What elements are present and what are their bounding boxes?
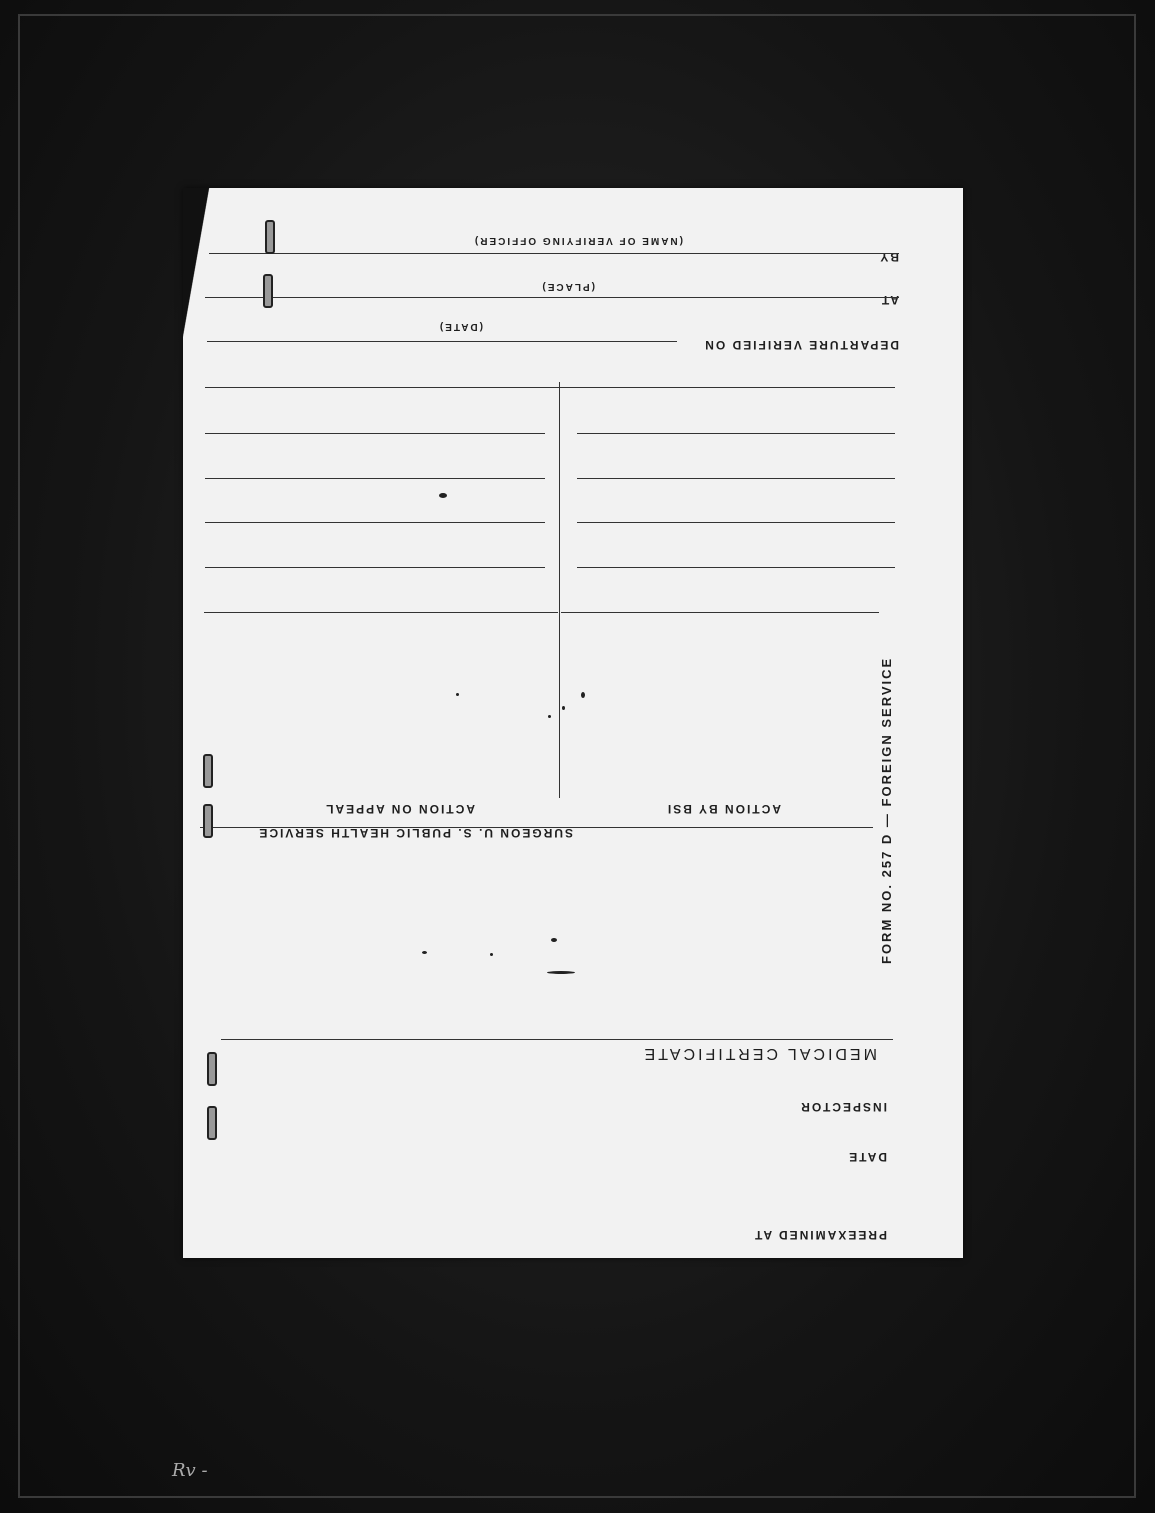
action-by-bsi-label: ACTION BY BSI [665,802,781,816]
appeal-line-4 [205,478,545,479]
speck [490,953,493,956]
speck [562,706,565,710]
speck [439,493,447,498]
bsi-line-1 [561,612,879,613]
staple [203,804,213,838]
appeal-line-5 [205,433,545,434]
bsi-line-4 [577,478,895,479]
by-label: BY [878,250,899,264]
appeal-line-3 [205,522,545,523]
staple [207,1052,217,1086]
at-label: AT [879,293,899,307]
speck [548,715,551,718]
staple [265,220,275,254]
preexamined-at-label: PREEXAMINED AT [752,1228,887,1242]
margin-annotation: Rv - [172,1460,208,1481]
action-on-appeal-label: ACTION ON APPEAL [324,802,475,816]
date-caption: (DATE) [437,321,483,332]
inspector-label: INSPECTOR [799,1100,887,1114]
form-content-upside-down [183,188,963,1258]
speck [422,951,427,954]
place-caption: (PLACE) [540,281,595,292]
speck [551,938,557,942]
departure-verified-label: DEPARTURE VERIFIED ON [703,338,899,352]
column-divider [559,382,560,798]
staple [203,754,213,788]
speck [581,692,585,698]
at-line [205,297,899,298]
surgeon-label: SURGEON U. S. PUBLIC HEALTH SERVICE [257,826,573,840]
form-card [183,188,963,1258]
stain-mark [547,971,575,974]
staple [263,274,273,308]
bsi-line-3 [577,522,895,523]
verifying-officer-caption: (NAME OF VERIFYING OFFICER) [472,235,683,246]
form-number-label: FORM NO. 257 D — FOREIGN SERVICE [879,656,894,964]
appeal-line-2 [205,567,545,568]
medical-certificate-label: MEDICAL CERTIFICATE [641,1045,877,1062]
bsi-line-2 [577,567,895,568]
staple [207,1106,217,1140]
by-line [209,253,899,254]
appeal-line-1 [204,612,558,613]
speck [456,693,459,696]
medical-certificate-line [221,1039,893,1040]
date-label: DATE [847,1150,887,1164]
departure-top-line [205,387,895,388]
torn-corner [183,188,225,368]
bsi-line-5 [577,433,895,434]
departure-date-line [207,341,677,342]
